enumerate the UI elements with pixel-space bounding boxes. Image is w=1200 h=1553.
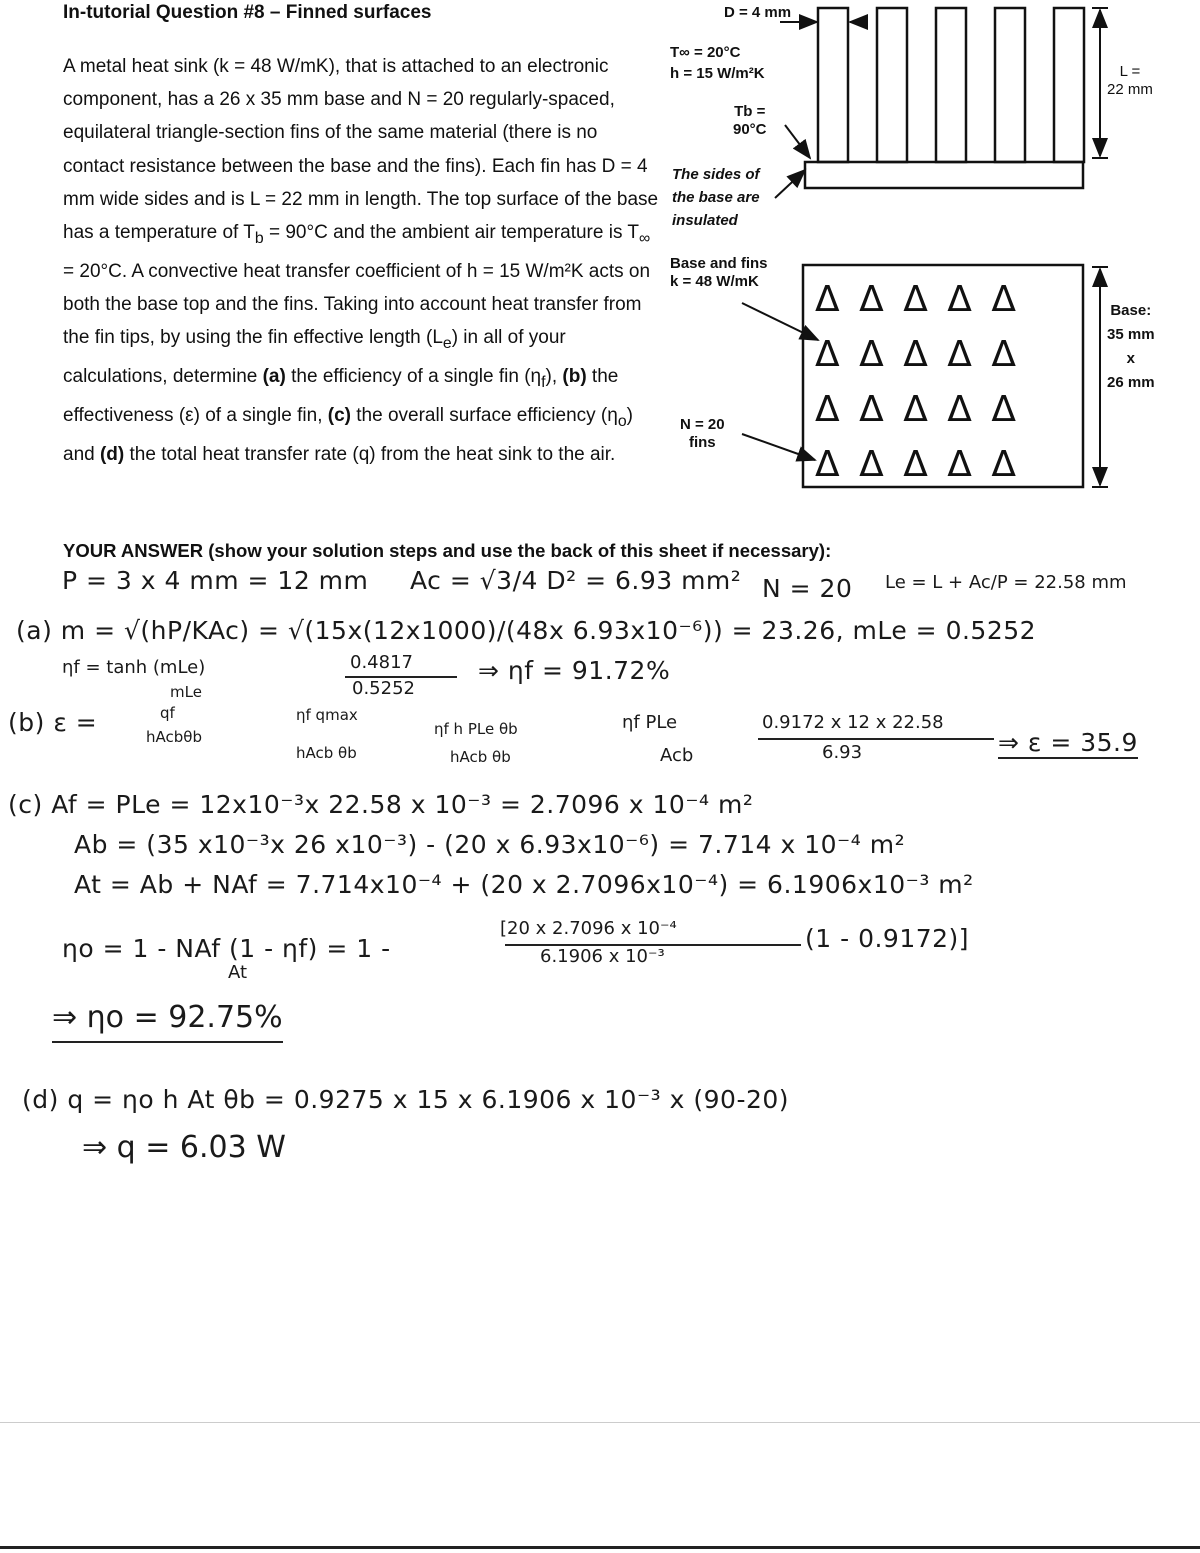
overall-efficiency-tail: (1 - 0.9172)] — [805, 924, 970, 953]
fraction-num: 0.9172 x 12 x 22.58 — [762, 712, 944, 733]
fin-row — [815, 327, 1080, 382]
base-size-label — [1107, 299, 1155, 395]
base-temp-label-line: 90°C — [733, 121, 767, 138]
part-a-label: (a) — [262, 366, 286, 388]
problem-text: the effectiveness (ε) of a single fin, — [63, 366, 619, 427]
fraction-num: ηf h PLe θb — [434, 720, 518, 738]
base-area-line: Ab = (35 x10⁻³x 26 x10⁻³) - (20 x 6.93x10⁻⁶) = 7.714 x 10⁻⁴ m² — [74, 830, 906, 859]
insulated-note-line: insulated — [672, 212, 738, 229]
fin-triangle: Δ — [815, 334, 844, 375]
problem-text: = 20°C. A convective heat transfer coefficient of h = 15 W/m²K acts on both the base top and the fins. Taking into account heat transfer from the fin tips, by using the fin effective length (L — [63, 261, 651, 349]
fin-efficiency-num2: 0.4817 — [350, 652, 413, 673]
fraction-num: qf — [160, 704, 175, 722]
fin-triangle: Δ — [903, 444, 932, 485]
total-area-line: At = Ab + NAf = 7.714x10⁻⁴ + (20 x 2.7096x10⁻⁴) = 6.1906x10⁻³ m² — [74, 870, 974, 899]
base-size-label-line: Base: — [1110, 302, 1152, 319]
subscript: f — [541, 374, 546, 392]
insulated-note-line: the base are — [672, 189, 760, 206]
fin-triangle: Δ — [991, 389, 1021, 430]
fin-triangle: Δ — [859, 389, 888, 430]
convection-coeff-label: h = 15 W/m²K — [670, 65, 765, 82]
fin-area-line: (c) Af = PLe = 12x10⁻³x 22.58 x 10⁻³ = 2.7096 x 10⁻⁴ m² — [8, 790, 754, 819]
answer-heading: YOUR ANSWER (show your solution steps and use the back of this sheet if necessary): — [63, 540, 832, 561]
problem-text: ), — [545, 366, 563, 388]
heat-rate-line: (d) q = ηo h At θb = 0.9275 x 15 x 6.1906 x 10⁻³ x (90-20) — [22, 1085, 790, 1114]
fin-triangle: Δ — [947, 389, 976, 430]
subscript: ∞ — [639, 229, 651, 247]
side-view-fins — [818, 8, 1084, 162]
base-temp-label-line: Tb = — [734, 103, 766, 120]
perimeter-line: P = 3 x 4 mm = 12 mm — [62, 566, 369, 595]
fin-width-label: D = 4 mm — [724, 4, 792, 21]
part-b-prefix: (b) ε = — [8, 708, 98, 737]
scan-edge — [0, 1546, 1200, 1549]
fin-triangle: Δ — [991, 334, 1021, 375]
subscript: b — [254, 229, 264, 247]
part-b-result: ⇒ ε = 35.9 — [998, 728, 1138, 757]
fin-row — [815, 272, 1080, 327]
fin-length-label-line: L = — [1119, 63, 1141, 80]
fin-count-label-line: N = 20 — [680, 416, 725, 433]
side-view-base — [805, 162, 1083, 188]
fin-triangle: Δ — [815, 444, 844, 485]
fraction-den: hAcb θb — [296, 744, 357, 762]
page-divider — [0, 1422, 1200, 1423]
fin-triangle: Δ — [903, 334, 932, 375]
fraction-den: hAcbθb — [146, 728, 202, 746]
fin-triangle: Δ — [815, 389, 844, 430]
fin-count-label-line: fins — [688, 434, 716, 451]
fraction-num: ηf qmax — [296, 706, 358, 724]
fin-length-label — [1107, 63, 1153, 99]
problem-text: the total heat transfer rate (q) from the heat sink to the air. — [124, 444, 616, 466]
fin-triangle: Δ — [991, 444, 1021, 485]
material-label — [670, 255, 768, 291]
subscript: o — [617, 413, 627, 431]
fin-triangle: Δ — [903, 279, 932, 320]
subscript: e — [442, 335, 452, 353]
effective-length-line: Le = L + Ac/P = 22.58 mm — [885, 572, 1127, 593]
fraction-num: ηf PLe — [622, 712, 678, 733]
page-title: In-tutorial Question #8 – Finned surfaces — [63, 2, 432, 23]
part-c-label: (c) — [327, 405, 351, 427]
fin-efficiency-lhs: ηf = tanh (mLe) — [62, 657, 206, 678]
fraction-den: 6.93 — [822, 742, 863, 763]
fin-length-label-line: 22 mm — [1107, 81, 1153, 98]
fin-triangle: Δ — [859, 334, 888, 375]
material-label-line: k = 48 W/mK — [670, 273, 759, 290]
fin-triangle: Δ — [815, 279, 844, 320]
fin-triangle: Δ — [859, 279, 888, 320]
fin-triangle: Δ — [947, 334, 976, 375]
part-a-m-line: (a) m = √(hP/KAc) = √(15x(12x1000)/(48x 6.93x10⁻⁶)) = 23.26, mLe = 0.5252 — [16, 616, 1037, 645]
fin-triangle: Δ — [947, 444, 976, 485]
fin-triangle-grid — [815, 272, 1080, 492]
problem-text: ) in all of your calculations, determine — [63, 327, 566, 388]
fin-count-line: N = 20 — [762, 574, 853, 603]
fraction-den: Acb — [660, 745, 694, 766]
overall-efficiency-lhs-den: At — [228, 962, 248, 983]
fin-row — [815, 382, 1080, 437]
problem-text: the overall surface efficiency (η — [350, 405, 618, 427]
part-d-result: ⇒ q = 6.03 W — [82, 1130, 286, 1165]
base-temp-label — [733, 103, 767, 139]
material-label-line: Base and fins — [670, 255, 768, 272]
fin-row — [815, 437, 1080, 492]
problem-text: ) and — [63, 405, 633, 466]
base-size-label-line: 26 mm — [1107, 374, 1155, 391]
fin-efficiency-den: mLe — [170, 683, 202, 701]
fin-triangle: Δ — [991, 279, 1021, 320]
fin-triangle: Δ — [859, 444, 888, 485]
insulated-note — [672, 163, 760, 232]
part-a-result: ⇒ ηf = 91.72% — [478, 656, 671, 685]
problem-text: A metal heat sink (k = 48 W/mK), that is attached to an electronic component, has a 26 x 35 mm base and N = 20 regularly-spaced, equilateral triangle-section fins of the same material (there is no contact resistance between the base and the fins). Each fin has D = 4 mm wide sides and is L = 22 mm in length. The top surface of the base has a temperature of T — [63, 56, 659, 244]
fraction-num: [20 x 2.7096 x 10⁻⁴ — [500, 918, 677, 939]
overall-efficiency-lhs: ηo = 1 - NAf (1 - ηf) = 1 - — [62, 934, 391, 963]
problem-text: = 90°C and the ambient air temperature is T — [263, 222, 639, 244]
fin-efficiency-den2: 0.5252 — [352, 678, 415, 699]
base-size-label-line: x — [1126, 350, 1135, 367]
ambient-temp-label: T∞ = 20°C — [670, 44, 741, 61]
problem-text: the efficiency of a single fin (η — [285, 366, 542, 388]
fraction-den: hAcb θb — [450, 748, 511, 766]
fraction-den: 6.1906 x 10⁻³ — [540, 946, 665, 967]
fin-triangle: Δ — [903, 389, 932, 430]
base-size-label-line: 35 mm — [1107, 326, 1155, 343]
insulated-note-line: The sides of — [672, 166, 760, 183]
part-c-result: ⇒ ηo = 92.75% — [52, 1000, 283, 1043]
part-b-label: (b) — [562, 366, 587, 388]
fin-count-label — [680, 416, 725, 452]
fin-triangle: Δ — [947, 279, 976, 320]
part-d-label: (d) — [99, 444, 125, 466]
area-line: Ac = √3/4 D² = 6.93 mm² — [410, 566, 742, 595]
fraction-bar — [758, 738, 994, 740]
